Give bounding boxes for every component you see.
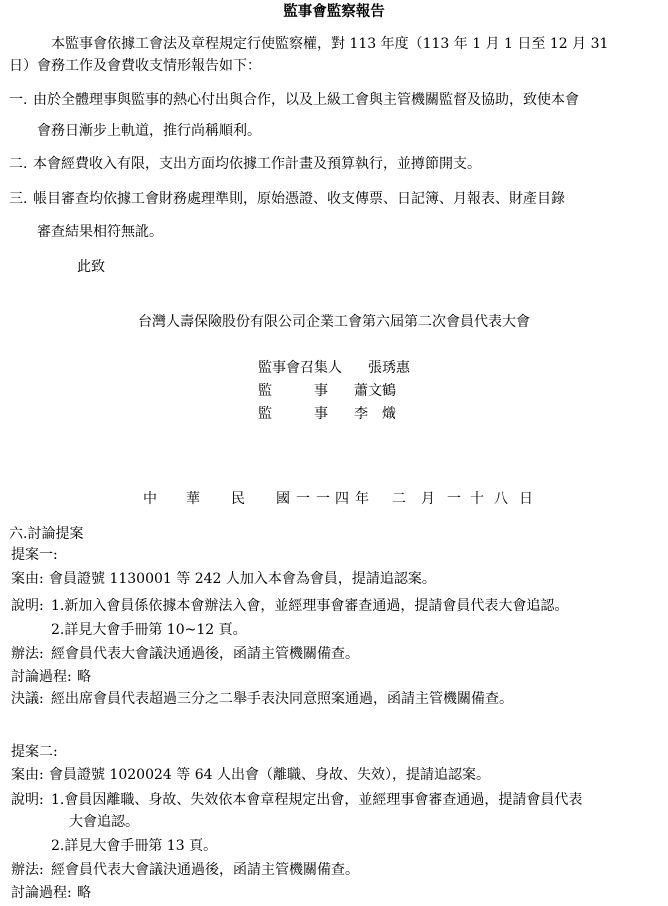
date-char: 一 [296, 491, 310, 507]
proposal-2-desc-label: 說明: [11, 792, 44, 808]
proposal-2-desc-2: 2.詳見大會手冊第 13 頁。 [51, 838, 218, 854]
closing-salutation: 此致 [77, 259, 105, 275]
date-char: 一 [447, 491, 461, 507]
date-char: 二 [392, 491, 406, 507]
signatory-row [258, 405, 396, 423]
signatory-name: 李 熾 [354, 406, 396, 422]
proposal-2-desc-1-cont: 大會追認。 [69, 814, 139, 830]
proposal-1-cause: 會員證號 1130001 等 242 人加入本會為會員，提請追認案。 [49, 571, 436, 587]
date-char: 月 [421, 491, 435, 507]
proposal-2-cause-label: 案由: [11, 767, 44, 783]
date-char: 八 [494, 491, 508, 507]
proposal-1-process-label: 討論過程: [11, 669, 72, 685]
date-char: 國 [276, 491, 290, 507]
signatory-role: 監事會召集人 [258, 360, 342, 376]
intro-line-2: 日）會務工作及會費收支情形報告如下： [9, 58, 261, 74]
item-1-number: 一. [9, 92, 28, 108]
signatory-role: 監 事 [258, 383, 328, 399]
section-heading: 六.討論提案 [9, 526, 84, 542]
proposal-2-title: 提案二: [11, 744, 58, 760]
item-3-line-1: 帳目審查均依據工會財務處理準則，原始憑證、收支傳票、日記簿、月報表、財產目錄 [33, 191, 565, 207]
report-title: 監事會監察報告 [283, 3, 385, 20]
date-char: 中 [143, 491, 157, 507]
date-char: 日 [519, 491, 533, 507]
proposal-1-resolution: 經出席會員代表超過三分之二舉手表決同意照案通過，函請主管機關備查。 [51, 691, 513, 707]
signatory-name: 張琇惠 [368, 360, 410, 376]
item-1-line-2: 會務日漸步上軌道，推行尚稱順利。 [37, 123, 261, 139]
item-1-line-1: 由於全體理事與監事的熱心付出與合作，以及上級工會與主管機關監督及協助，致使本會 [33, 92, 579, 108]
proposal-1-method-label: 辦法: [11, 646, 44, 662]
date-char: 年 [355, 491, 369, 507]
proposal-2-cause: 會員證號 1020024 等 64 人出會（離職、身故、失效），提請追認案。 [49, 767, 490, 783]
item-3-number: 三. [9, 191, 28, 207]
proposal-1-cause-label: 案由: [11, 571, 44, 587]
item-2-line-1: 本會經費收入有限，支出方面均依據工作計畫及預算執行，並撙節開支。 [33, 156, 481, 172]
proposal-1-desc-1: 1.新加入會員係依據本會辦法入會，並經理事會審查通過，提請會員代表大會追認。 [51, 598, 569, 614]
proposal-2-process: 略 [77, 885, 91, 901]
proposal-1-method: 經會員代表大會議決通過後，函請主管機關備查。 [51, 646, 359, 662]
date-char: 一 [316, 491, 330, 507]
signatory-row [258, 359, 410, 377]
date-char: 十 [470, 491, 484, 507]
date-char: 華 [186, 491, 200, 507]
proposal-2-method: 經會員代表大會議決通過後，函請主管機關備查。 [51, 862, 359, 878]
proposal-2-process-label: 討論過程: [11, 885, 72, 901]
item-2-number: 二. [9, 156, 28, 172]
document-date [0, 490, 668, 508]
date-char: 民 [231, 491, 245, 507]
intro-line-1: 本監事會依據工會法及章程規定行使監察權，對 113 年度（113 年 1 月 1 日至 12 月 31 [51, 36, 609, 52]
item-3-line-2: 審查結果相符無訛。 [37, 224, 163, 240]
signatory-row [258, 382, 396, 400]
recipient: 台灣人壽保險股份有限公司企業工會第六屆第二次會員代表大會 [138, 314, 530, 330]
date-char: 四 [335, 491, 349, 507]
proposal-1-title: 提案一: [11, 547, 58, 563]
proposal-1-resolution-label: 決議: [11, 691, 44, 707]
signatory-role: 監 事 [258, 406, 328, 422]
proposal-1-desc-label: 說明: [11, 598, 44, 614]
signatory-name: 蕭文鶴 [354, 383, 396, 399]
proposal-1-desc-2: 2.詳見大會手冊第 10~12 頁。 [51, 622, 247, 638]
proposal-1-process: 略 [77, 669, 91, 685]
proposal-2-method-label: 辦法: [11, 862, 44, 878]
proposal-2-desc-1: 1.會員因離職、身故、失效依本會章程規定出會，並經理事會審查通過，提請會員代表 [51, 792, 583, 808]
